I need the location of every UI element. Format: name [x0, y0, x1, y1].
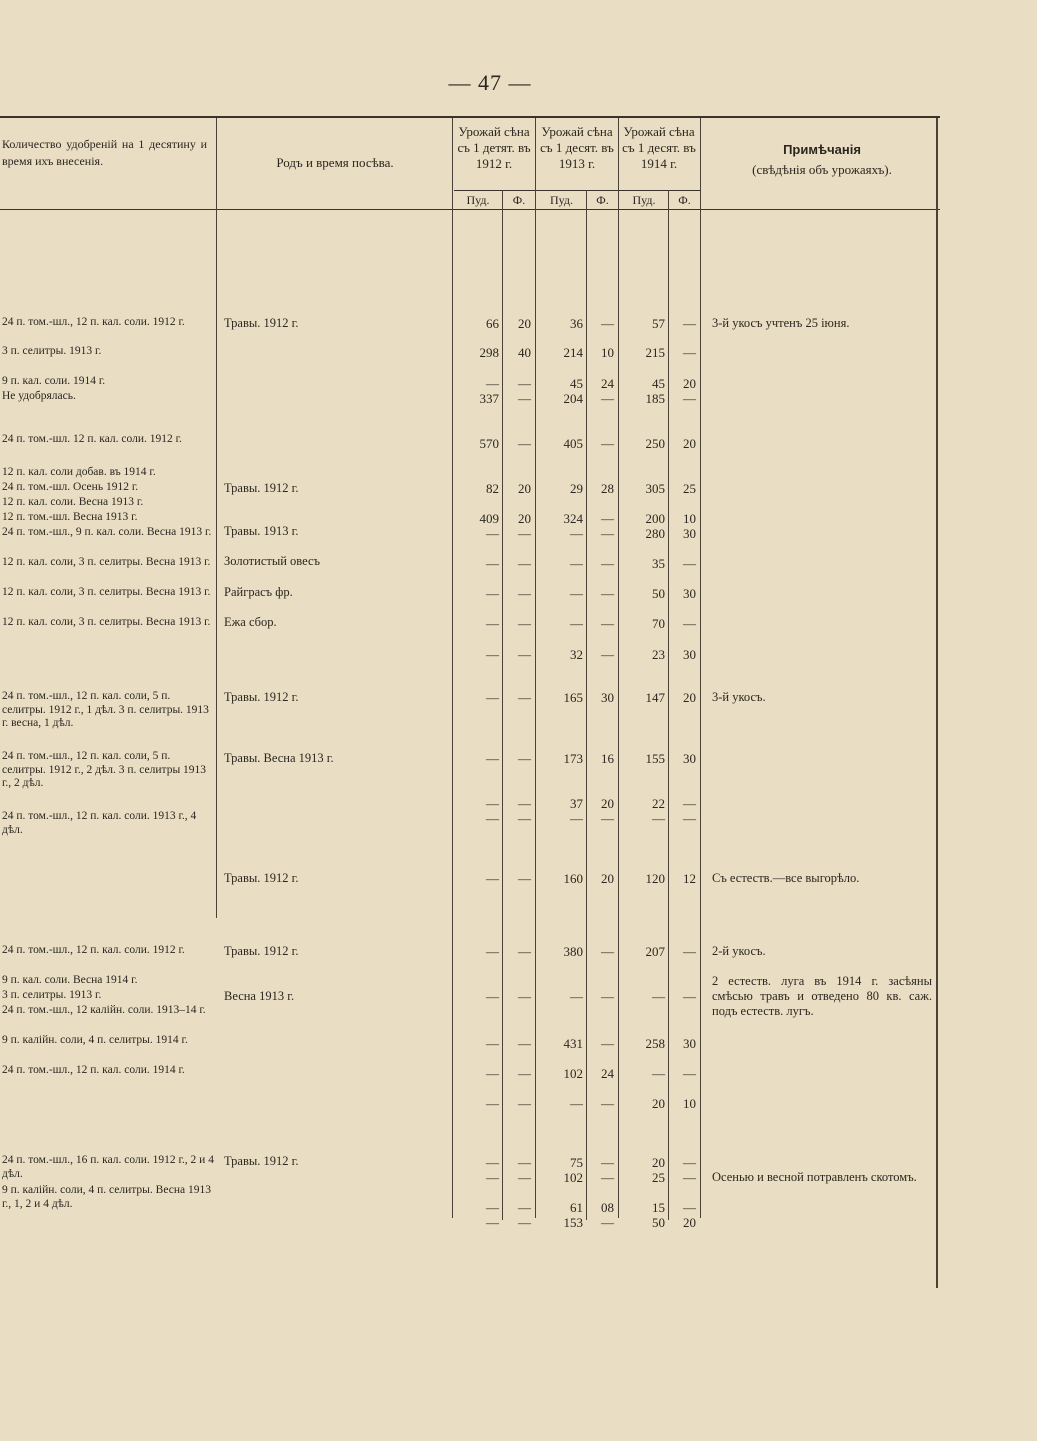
- fertilizer-entry: 12 п. кал. соли, 3 п. селитры. Весна 1913 г.: [2, 556, 211, 568]
- yield-cell: —: [486, 1200, 499, 1215]
- fertilizer-entry: 9 п. кал. соли. 1914 г.: [2, 375, 106, 387]
- yield-cell: —: [601, 1096, 614, 1111]
- yield-cell: 75: [570, 1155, 583, 1170]
- yield-cell: 215: [645, 345, 665, 360]
- fertilizer-entry: 24 п. том.-шл., 12 п. кал. соли, 5 п. селитры. 1912 г., 1 дѣл. 3 п. селитры. 1913 г. весна, 1 дѣл.: [2, 690, 209, 729]
- yield-cell: 207: [645, 944, 665, 959]
- yield-cell: —: [518, 586, 531, 601]
- yield-cell: —: [486, 796, 499, 811]
- yield-cell: —: [518, 647, 531, 662]
- yield-cell: —: [518, 1170, 531, 1185]
- yield-cell: 337: [479, 391, 499, 406]
- yield-cell: 28: [601, 481, 614, 496]
- yield-cell: 12: [683, 871, 696, 886]
- yield-cell: 102: [563, 1170, 583, 1185]
- yield-cell: 200: [645, 511, 665, 526]
- fertilizer-entry: 24 п. том.-шл., 12 п. кал. соли. 1914 г.: [2, 1064, 185, 1076]
- yield-cell: —: [518, 796, 531, 811]
- yield-cell: —: [518, 944, 531, 959]
- sowing-entry: Ежа сбор.: [224, 615, 277, 629]
- yield-cell: —: [683, 345, 696, 360]
- fertilizer-entry: 24 п. том.-шл., 16 п. кал. соли. 1912 г., 2 и 4 дѣл.: [2, 1154, 214, 1180]
- fertilizer-entry: 12 п. кал. соли, 3 п. селитры. Весна 1913 г.: [2, 586, 211, 598]
- header-yield-1913: Урожай сѣна съ 1 десят. въ 1913 г.: [540, 124, 614, 171]
- fertilizer-entry: 9 п. калійн. соли, 4 п. селитры. Весна 1913 г., 1, 2 и 4 дѣл.: [2, 1184, 211, 1210]
- yield-cell: 20: [518, 481, 531, 496]
- fertilizer-entry: 12 п. том.-шл. Весна 1913 г.: [2, 511, 138, 523]
- yield-cell: —: [486, 1036, 499, 1051]
- yield-subheader-rule: [454, 190, 700, 191]
- sowing-entry: Травы. 1912 г.: [224, 871, 299, 885]
- yield-cell: —: [486, 989, 499, 1004]
- yield-cell: 30: [683, 526, 696, 541]
- remarks-title: Примѣчанія: [783, 142, 861, 157]
- yield-cell: —: [683, 316, 696, 331]
- yield-cell: 50: [652, 1215, 665, 1230]
- remark-entry: Осенью и весной потравленъ скотомъ.: [712, 1170, 917, 1184]
- yield-cell: —: [601, 316, 614, 331]
- yield-cell: —: [518, 1155, 531, 1170]
- remark-entry: 2 естеств. луга въ 1914 г. засѣяны смѣсью травъ и отведено 80 кв. саж. подъ естеств. лугъ.: [712, 974, 932, 1018]
- yield-cell: —: [652, 1066, 665, 1081]
- yield-cell: —: [518, 690, 531, 705]
- remark-entry: 3-й укосъ учтенъ 25 іюня.: [712, 316, 850, 330]
- yield-cell: —: [518, 376, 531, 391]
- yield-cell: 298: [479, 345, 499, 360]
- yield-cell: 173: [563, 751, 583, 766]
- yield-cell: 66: [486, 316, 499, 331]
- yield-cell: 185: [645, 391, 665, 406]
- yield-cell: 153: [563, 1215, 583, 1230]
- yield-cell: —: [518, 616, 531, 631]
- yield-cell: 30: [683, 586, 696, 601]
- yield-cell: 165: [563, 690, 583, 705]
- unit-f-1914: Ф.: [678, 193, 691, 207]
- yield-cell: 405: [563, 436, 583, 451]
- header-remarks: [712, 142, 932, 178]
- yield-cell: —: [601, 391, 614, 406]
- yield-cell: —: [570, 526, 583, 541]
- yield-cell: 250: [645, 436, 665, 451]
- header-sowing: Родъ и время посѣва.: [276, 155, 394, 170]
- yield-cell: 20: [601, 871, 614, 886]
- header-bottom-rule: [0, 209, 940, 210]
- remark-entry: Съ естеств.—все выгорѣло.: [712, 871, 860, 885]
- col-divider: [452, 118, 453, 1218]
- fertilizer-entry: 3 п. селитры. 1913 г.: [2, 989, 102, 1001]
- yield-cell: 20: [683, 1215, 696, 1230]
- yield-cell: 25: [652, 1170, 665, 1185]
- yield-cell: —: [570, 586, 583, 601]
- yield-cell: —: [601, 436, 614, 451]
- yield-cell: —: [486, 376, 499, 391]
- unit-f-1912: Ф.: [512, 193, 526, 207]
- yield-cell: 40: [518, 345, 531, 360]
- sowing-entry: Травы. Весна 1913 г.: [224, 751, 334, 765]
- unit-pud-1913: Пуд.: [549, 193, 573, 207]
- fertilizer-entry: 24 п. том.-шл., 9 п. кал. соли. Весна 1913 г.: [2, 526, 212, 538]
- sowing-entry: Травы. 1912 г.: [224, 944, 299, 958]
- yield-cell: 20: [652, 1096, 665, 1111]
- yield-cell: 10: [683, 511, 696, 526]
- fertilizer-entry: 12 п. кал. соли. Весна 1913 г.: [2, 496, 144, 508]
- fertilizer-entry: 9 п. калійн. соли, 4 п. селитры. 1914 г.: [2, 1034, 188, 1046]
- yield-cell: 120: [645, 871, 665, 886]
- yield-cell: —: [601, 1170, 614, 1185]
- yield-cell: 20: [683, 690, 696, 705]
- yield-cell: 37: [570, 796, 583, 811]
- yield-cell: 45: [652, 376, 665, 391]
- sowing-entry: Травы. 1912 г.: [224, 1154, 299, 1168]
- header-fertilizer: Количество удобреній на 1 десятину и время ихъ внесенія.: [2, 137, 207, 168]
- yield-cell: —: [486, 871, 499, 886]
- yield-cell: 20: [683, 436, 696, 451]
- yield-cell: 305: [645, 481, 665, 496]
- yield-cell: 409: [479, 511, 499, 526]
- yield-cell: —: [601, 1215, 614, 1230]
- yield-cell: —: [601, 647, 614, 662]
- yield-cell: 25: [683, 481, 696, 496]
- yield-cell: —: [683, 1155, 696, 1170]
- table-top-rule: [0, 116, 940, 118]
- yield-cell: —: [486, 1215, 499, 1230]
- sowing-entry: Райграсъ фр.: [224, 585, 293, 599]
- unit-pud-1914: Пуд.: [632, 193, 656, 207]
- yield-cell: 08: [601, 1200, 614, 1215]
- yield-cell: 82: [486, 481, 499, 496]
- yield-cell: —: [486, 647, 499, 662]
- yield-cell: 30: [683, 1036, 696, 1051]
- yield-cell: 15: [652, 1200, 665, 1215]
- remark-entry: 2-й укосъ.: [712, 944, 766, 958]
- yield-cell: —: [601, 989, 614, 1004]
- yield-cell: —: [486, 1066, 499, 1081]
- yield-cell: 50: [652, 586, 665, 601]
- header-yield-1912: Урожай сѣна съ 1 детят. въ 1912 г.: [457, 124, 531, 171]
- header-yield-1914: Урожай сѣна съ 1 десят. въ 1914 г.: [622, 124, 696, 171]
- yield-cell: —: [683, 989, 696, 1004]
- fertilizer-entry: 24 п. том.-шл. 12 п. кал. соли. 1912 г.: [2, 433, 182, 445]
- yield-cell: —: [518, 556, 531, 571]
- yield-cell: —: [486, 944, 499, 959]
- yield-cell: 30: [683, 751, 696, 766]
- yield-cell: —: [518, 811, 531, 826]
- col-divider: [618, 118, 619, 1218]
- yield-cell: 258: [645, 1036, 665, 1051]
- yield-cell: 29: [570, 481, 583, 496]
- yield-cell: 32: [570, 647, 583, 662]
- yield-cell: 214: [563, 345, 583, 360]
- yield-cell: —: [486, 1155, 499, 1170]
- sowing-entry: Золотистый овесъ: [224, 554, 320, 568]
- col-divider: [700, 118, 701, 1218]
- yield-cell: —: [518, 526, 531, 541]
- yield-cell: —: [601, 526, 614, 541]
- yield-cell: —: [486, 616, 499, 631]
- yield-cell: 380: [563, 944, 583, 959]
- yield-cell: —: [601, 511, 614, 526]
- yield-cell: 102: [563, 1066, 583, 1081]
- yield-cell: 16: [601, 751, 614, 766]
- yield-cell: 324: [563, 511, 583, 526]
- fertilizer-entry: 24 п. том.-шл., 12 п. кал. соли. 1912 г.: [2, 944, 185, 956]
- fertilizer-entry: 24 п. том.-шл. Осень 1912 г.: [2, 481, 139, 493]
- yield-cell: —: [601, 1155, 614, 1170]
- yield-cell: —: [570, 989, 583, 1004]
- yield-cell: —: [601, 586, 614, 601]
- yield-cell: —: [683, 1200, 696, 1215]
- col-divider: [535, 118, 536, 1218]
- col-divider: [936, 118, 938, 1288]
- yield-cell: —: [683, 944, 696, 959]
- remarks-subtitle: (свѣдѣнія объ урожаяхъ).: [752, 162, 892, 177]
- yield-cell: 70: [652, 616, 665, 631]
- yield-cell: —: [518, 436, 531, 451]
- remark-entry: 3-й укосъ.: [712, 690, 766, 704]
- fertilizer-entry: 24 п. том.-шл., 12 п. кал. соли, 5 п. селитры. 1912 г., 2 дѣл. 3 п. селитры 1913 г., 2 дѣл.: [2, 750, 207, 789]
- fertilizer-entry: 24 п. том.-шл., 12 калійн. соли. 1913–14 г.: [2, 1004, 206, 1016]
- yield-cell: 204: [563, 391, 583, 406]
- yield-cell: —: [601, 1036, 614, 1051]
- yield-cell: 24: [601, 1066, 614, 1081]
- page-number: — 47 —: [448, 70, 532, 95]
- yield-cell: —: [570, 811, 583, 826]
- sowing-entry: Весна 1913 г.: [224, 989, 295, 1003]
- fertilizer-entry: Не удобрялась.: [2, 390, 76, 402]
- yield-cell: —: [486, 526, 499, 541]
- fertilizer-entry: 9 п. кал. соли. Весна 1914 г.: [2, 974, 138, 986]
- sowing-entry: Травы. 1913 г.: [224, 524, 299, 538]
- yield-cell: 57: [652, 316, 665, 331]
- yield-cell: —: [518, 1215, 531, 1230]
- yield-cell: —: [518, 1066, 531, 1081]
- col-divider: [216, 118, 217, 918]
- yield-cell: —: [683, 796, 696, 811]
- sowing-entry: Травы. 1912 г.: [224, 316, 299, 330]
- yield-cell: 20: [518, 511, 531, 526]
- yield-cell: —: [570, 556, 583, 571]
- yield-cell: —: [518, 871, 531, 886]
- yield-cell: —: [683, 1066, 696, 1081]
- yield-cell: 35: [652, 556, 665, 571]
- yield-cell: —: [518, 989, 531, 1004]
- yield-cell: 10: [683, 1096, 696, 1111]
- fertilizer-entry: 3 п. селитры. 1913 г.: [2, 345, 102, 357]
- unit-pud-1912: Пуд.: [466, 193, 490, 207]
- yield-cell: 280: [645, 526, 665, 541]
- yield-cell: —: [486, 1170, 499, 1185]
- yield-cell: —: [601, 811, 614, 826]
- yield-cell: 22: [652, 796, 665, 811]
- yield-cell: —: [683, 556, 696, 571]
- yield-cell: —: [518, 1036, 531, 1051]
- yield-cell: —: [570, 1096, 583, 1111]
- yield-cell: 155: [645, 751, 665, 766]
- yield-cell: 30: [683, 647, 696, 662]
- yield-cell: —: [683, 616, 696, 631]
- yield-cell: —: [683, 811, 696, 826]
- yield-cell: —: [601, 944, 614, 959]
- yield-cell: 20: [652, 1155, 665, 1170]
- yield-cell: —: [486, 586, 499, 601]
- yield-cell: —: [486, 690, 499, 705]
- fertilizer-entry: 12 п. кал. соли, 3 п. селитры. Весна 1913 г.: [2, 616, 211, 628]
- yield-cell: 431: [563, 1036, 583, 1051]
- yield-cell: —: [486, 556, 499, 571]
- yield-cell: —: [486, 811, 499, 826]
- yield-cell: 36: [570, 316, 583, 331]
- yield-cell: —: [518, 1096, 531, 1111]
- yield-cell: 20: [518, 316, 531, 331]
- yield-cell: —: [518, 751, 531, 766]
- sowing-entry: Травы. 1912 г.: [224, 481, 299, 495]
- yield-cell: 24: [601, 376, 614, 391]
- yield-cell: —: [518, 391, 531, 406]
- yield-cell: 20: [601, 796, 614, 811]
- yield-cell: —: [683, 391, 696, 406]
- yield-cell: —: [601, 556, 614, 571]
- yield-cell: —: [652, 811, 665, 826]
- yield-cell: —: [683, 1170, 696, 1185]
- yield-cell: 61: [570, 1200, 583, 1215]
- yield-cell: 570: [479, 436, 499, 451]
- yield-cell: —: [486, 751, 499, 766]
- yield-cell: —: [652, 989, 665, 1004]
- fertilizer-entry: 24 п. том.-шл., 12 п. кал. соли. 1912 г.: [2, 316, 185, 328]
- yield-cell: 30: [601, 690, 614, 705]
- yield-cell: —: [570, 616, 583, 631]
- yield-cell: 160: [563, 871, 583, 886]
- unit-f-1913: Ф.: [596, 193, 609, 207]
- yield-cell: 23: [652, 647, 665, 662]
- fertilizer-entry: 24 п. том.-шл., 12 п. кал. соли. 1913 г., 4 дѣл.: [2, 810, 197, 836]
- fertilizer-entry: 12 п. кал. соли добав. въ 1914 г.: [2, 466, 156, 478]
- yield-cell: 10: [601, 345, 614, 360]
- yield-cell: —: [486, 1096, 499, 1111]
- yield-cell: 147: [645, 690, 665, 705]
- yield-cell: —: [518, 1200, 531, 1215]
- yield-cell: 20: [683, 376, 696, 391]
- sowing-entry: Травы. 1912 г.: [224, 690, 299, 704]
- yield-cell: —: [601, 616, 614, 631]
- yield-cell: 45: [570, 376, 583, 391]
